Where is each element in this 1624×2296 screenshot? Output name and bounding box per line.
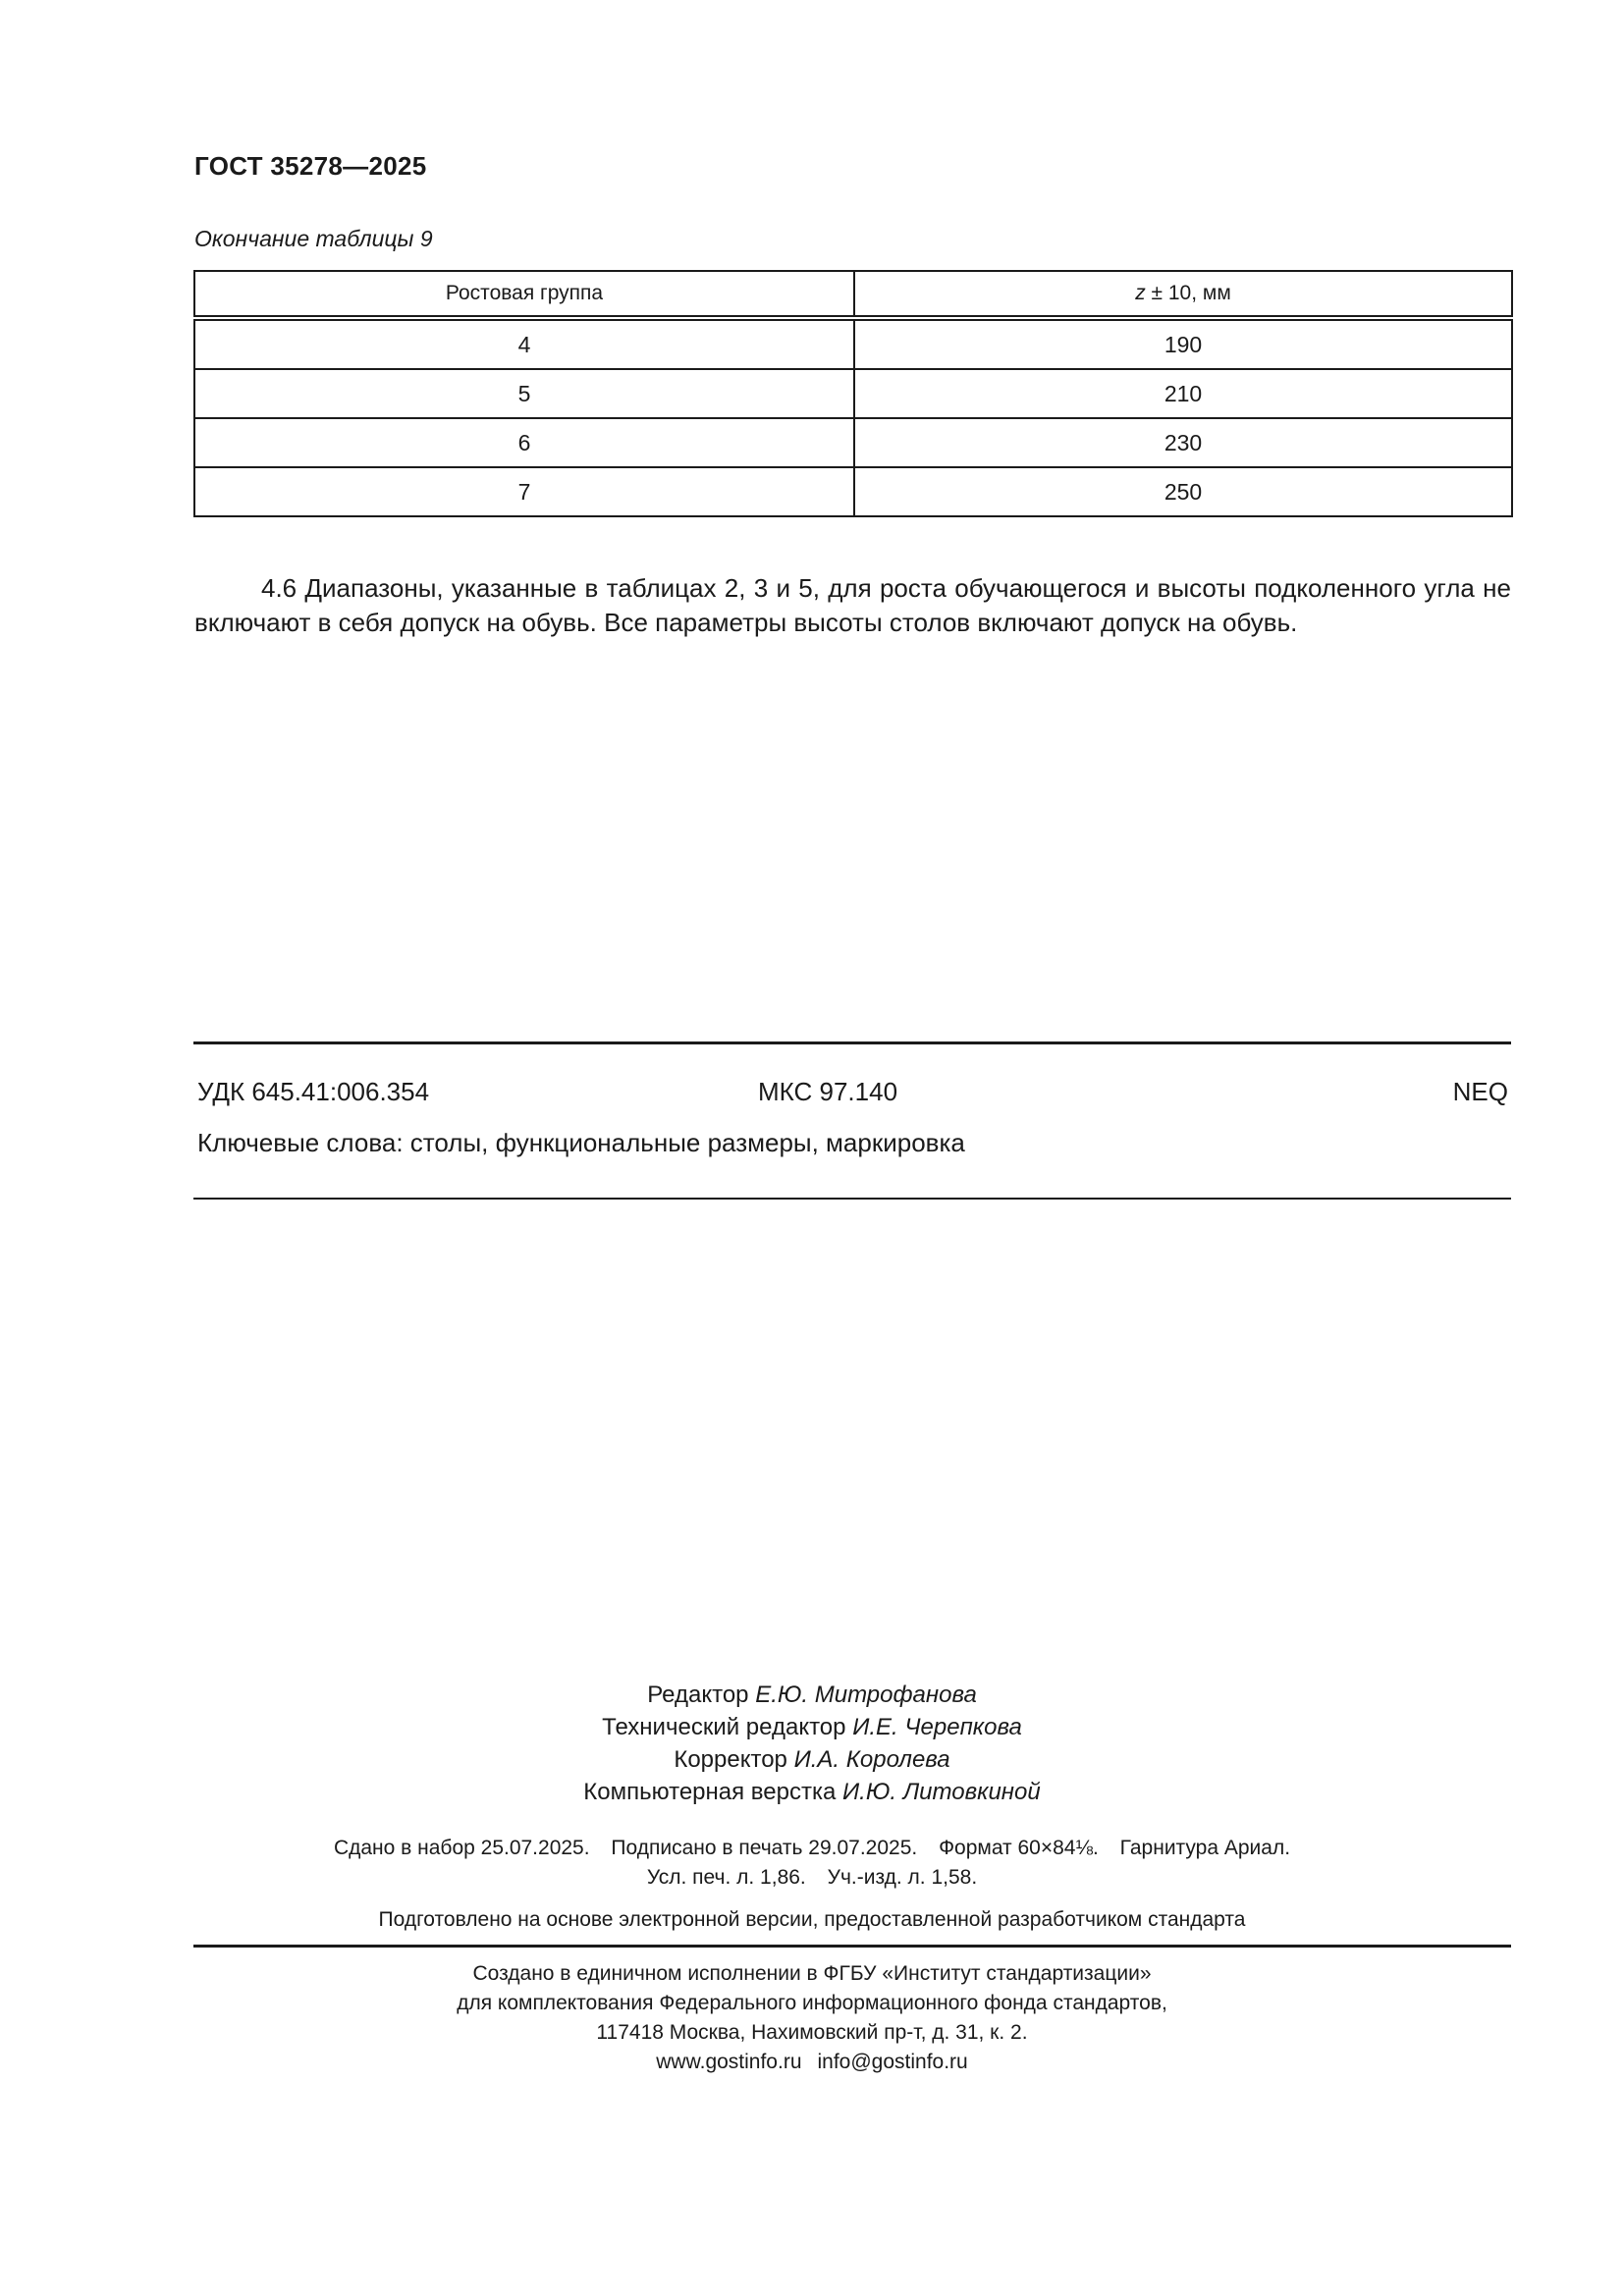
divider-middle [193,1198,1511,1200]
credit-tech-editor [0,1711,1624,1743]
credit-layout [0,1776,1624,1808]
table-caption: Окончание таблицы 9 [194,226,433,251]
publisher-contacts [0,2048,1624,2077]
credit-corrector [0,1743,1624,1776]
signed-date: Подписано в печать 29.07.2025. [611,1837,918,1859]
publisher-line-2: для комплектования Федерального информационного фонда стандартов, [457,1992,1167,2014]
z-tolerance-label: ± 10, мм [1145,282,1231,304]
person-name: Е.Ю. Митрофанова [755,1682,977,1708]
keywords: Ключевые слова: столы, функциональные размеры, маркировка [197,1128,965,1157]
document-id: ГОСТ 35278—2025 [194,151,427,181]
column-header-height-group: Ростовая группа [194,271,854,318]
person-name: И.Ю. Литовкиной [842,1779,1041,1805]
neq-label: NEQ [1452,1077,1508,1106]
paragraph-4-6: 4.6 Диапазоны, указанные в таблицах 2, 3 и 5, для роста обучающегося и высоты подколенного угла не включают в себя допуск на обувь. Все параметры высоты столов включают допуск на обувь. [194,573,1511,637]
typeface: Гарнитура Ариал. [1119,1837,1291,1859]
print-info [0,1834,1624,1893]
role-label: Технический редактор [602,1714,846,1740]
print-info-line-2 [0,1863,1624,1893]
print-sheets: Усл. печ. л. 1,86. [646,1866,806,1889]
credits-block [0,1679,1624,1808]
cell-z: 230 [854,418,1512,467]
cell-group: 4 [194,318,854,369]
table-row [194,369,1512,418]
udk-code: УДК 645.41:006.354 [197,1077,430,1106]
person-name: И.Е. Черепкова [852,1714,1022,1740]
prepared-note: Подготовлено на основе электронной версии, предоставленной разработчиком стандарта [378,1908,1246,1931]
publisher-block [0,1959,1624,2077]
website-link[interactable]: www.gostinfo.ru [656,2051,802,2073]
role-label: Компьютерная верстка [583,1779,837,1805]
role-label: Редактор [647,1682,749,1708]
cell-z: 190 [854,318,1512,369]
table-row [194,318,1512,369]
divider-bottom [193,1945,1511,1948]
publisher-sheets: Уч.-изд. л. 1,58. [827,1866,978,1889]
mks-code: МКС 97.140 [758,1077,898,1106]
cell-group: 5 [194,369,854,418]
person-name: И.А. Королева [793,1746,950,1773]
submitted-date: Сдано в набор 25.07.2025. [333,1837,590,1859]
email-link[interactable]: info@gostinfo.ru [817,2051,968,2073]
cell-z: 210 [854,369,1512,418]
role-label: Корректор [674,1746,787,1773]
print-info-line-1 [0,1834,1624,1863]
table-header-row [194,271,1512,318]
column-header-z [854,271,1512,318]
divider-top [193,1041,1511,1044]
height-group-table [193,270,1513,517]
cell-group: 7 [194,467,854,516]
cell-group: 6 [194,418,854,467]
publisher-line-1: Создано в единичном исполнении в ФГБУ «Институт стандартизации» [472,1962,1152,1985]
paper-format: Формат 60×84⅛. [939,1837,1099,1859]
table-row [194,418,1512,467]
table-row [194,467,1512,516]
credit-editor [0,1679,1624,1711]
cell-z: 250 [854,467,1512,516]
publisher-address: 117418 Москва, Нахимовский пр-т, д. 31, к. 2. [596,2021,1028,2044]
z-variable: z [1135,282,1146,304]
